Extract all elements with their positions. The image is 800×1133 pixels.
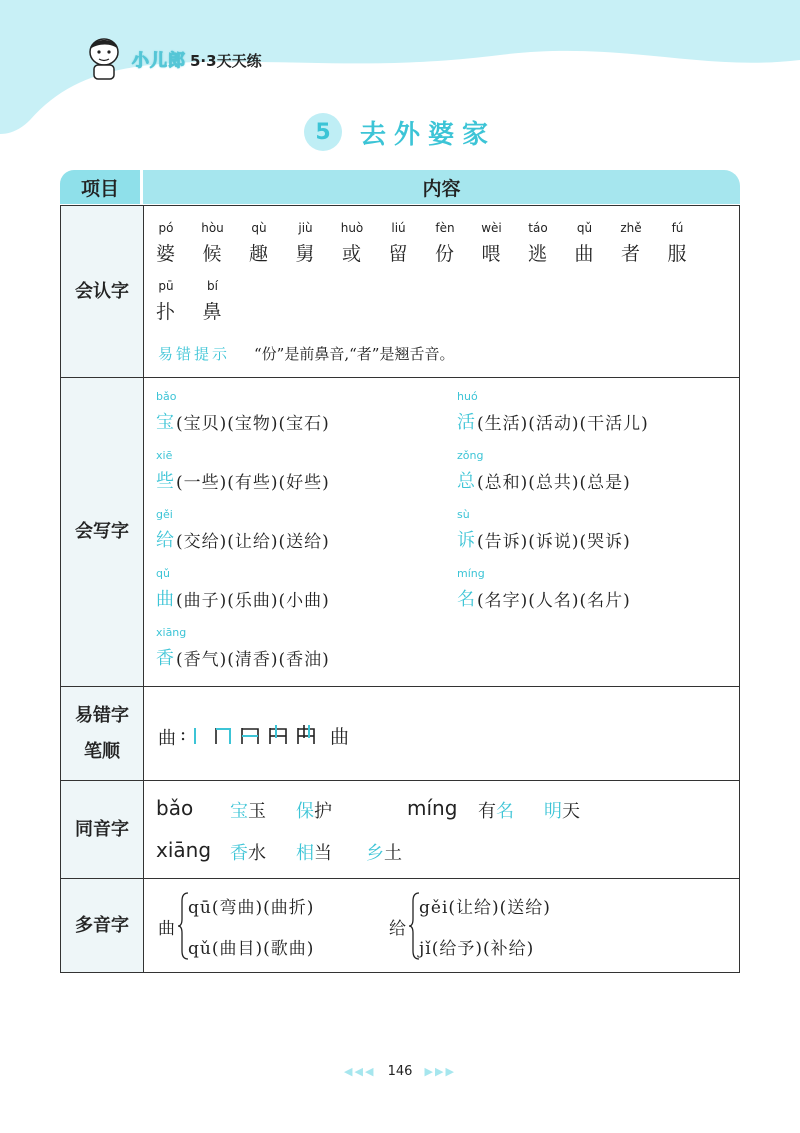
lesson-title-row bbox=[0, 110, 800, 154]
homophone-word: 明天 bbox=[544, 801, 580, 822]
hanzi: 留 bbox=[388, 243, 408, 265]
polyphone-char-gei: 给 bbox=[389, 919, 406, 939]
pinyin: huó bbox=[457, 390, 478, 403]
row-label-line1: 易错字 bbox=[75, 704, 129, 726]
hanzi: 鼻 bbox=[202, 301, 222, 323]
row-stroke-order bbox=[60, 686, 740, 781]
homophone-word: 保护 bbox=[296, 801, 332, 822]
lesson-title: 去外婆家 bbox=[359, 119, 496, 150]
pinyin: bǎo bbox=[156, 390, 177, 403]
word-examples: (香气)(清香)(香油) bbox=[176, 650, 330, 670]
boy-mascot-icon bbox=[84, 35, 124, 81]
write-char: 曲 bbox=[156, 589, 174, 610]
hanzi: 或 bbox=[342, 243, 362, 265]
row-recognize bbox=[60, 205, 740, 378]
row-label-line2: 笔顺 bbox=[84, 740, 120, 762]
row-homophone bbox=[60, 780, 740, 879]
series-name: 5·3天天练 bbox=[190, 51, 262, 70]
pinyin: xiāng bbox=[156, 626, 187, 639]
hanzi: 舅 bbox=[295, 243, 315, 265]
stroke-colon: : bbox=[180, 724, 187, 745]
stroke-char: 曲 bbox=[158, 728, 176, 749]
word-examples: (交给)(让给)(送给) bbox=[176, 532, 330, 552]
stroke-sequence-icon bbox=[190, 724, 350, 748]
pinyin: pū bbox=[158, 279, 174, 293]
pinyin: hòu bbox=[201, 221, 224, 235]
pinyin: liú bbox=[391, 221, 406, 235]
pinyin: zhě bbox=[620, 221, 642, 235]
hanzi: 逃 bbox=[528, 243, 548, 265]
write-char: 活 bbox=[457, 412, 475, 433]
brand-logo bbox=[84, 34, 262, 82]
hanzi: 喂 bbox=[481, 243, 501, 265]
homophone-word: 相当 bbox=[296, 843, 332, 864]
pinyin: míng bbox=[457, 567, 485, 580]
pinyin: gěi bbox=[156, 508, 173, 521]
tip-text: “份”是前鼻音,“者”是翘舌音。 bbox=[254, 345, 455, 363]
page-number: 146 bbox=[387, 1064, 413, 1079]
write-char: 诉 bbox=[457, 530, 475, 551]
pinyin: fú bbox=[671, 221, 684, 235]
write-char: 宝 bbox=[156, 412, 174, 433]
polyphone-reading: qǔ(曲目)(歌曲) bbox=[188, 939, 315, 959]
polyphone-reading: jǐ(给予)(补给) bbox=[419, 939, 535, 959]
tip-label: 易错提示 bbox=[158, 345, 231, 363]
homophone-word: 宝玉 bbox=[230, 801, 266, 822]
homophone-pinyin-xiang: xiāng bbox=[156, 838, 212, 862]
column-header-item: 项目 bbox=[60, 170, 140, 204]
hanzi: 趣 bbox=[249, 243, 269, 265]
hanzi: 者 bbox=[621, 243, 641, 265]
word-examples: (曲子)(乐曲)(小曲) bbox=[176, 591, 330, 611]
write-char: 些 bbox=[156, 471, 174, 492]
page-footer bbox=[0, 1064, 800, 1079]
pinyin: qù bbox=[251, 221, 267, 235]
homophone-pinyin-bao: bǎo bbox=[156, 796, 194, 820]
write-char: 给 bbox=[156, 530, 174, 551]
word-examples: (一些)(有些)(好些) bbox=[176, 473, 330, 493]
word-examples: (生活)(活动)(干活儿) bbox=[477, 414, 649, 434]
homophone-pinyin-ming: míng bbox=[407, 796, 458, 820]
row-label: 会认字 bbox=[61, 206, 144, 377]
homophone-word: 香水 bbox=[230, 843, 266, 864]
pinyin: wèi bbox=[481, 221, 502, 235]
hanzi: 曲 bbox=[574, 243, 594, 265]
pinyin: sù bbox=[457, 508, 470, 521]
prev-arrows-icon: ◀◀◀ bbox=[344, 1065, 376, 1078]
row-label: 多音字 bbox=[61, 879, 144, 972]
word-examples: (告诉)(诉说)(哭诉) bbox=[477, 532, 631, 552]
pinyin: fèn bbox=[435, 221, 455, 235]
stroke-final-char: 曲 bbox=[330, 726, 350, 748]
homophone-word: 乡土 bbox=[366, 843, 402, 864]
row-polyphone bbox=[60, 878, 740, 973]
write-char: 香 bbox=[156, 648, 174, 669]
pinyin: táo bbox=[528, 221, 548, 235]
row-label: 会写字 bbox=[61, 378, 144, 686]
word-examples: (名字)(人名)(名片) bbox=[477, 591, 631, 611]
pinyin: qǔ bbox=[576, 221, 593, 235]
hanzi: 服 bbox=[667, 243, 687, 265]
pinyin: huò bbox=[340, 221, 364, 235]
pinyin: bí bbox=[207, 279, 218, 293]
write-char: 名 bbox=[457, 589, 475, 610]
hanzi: 婆 bbox=[156, 243, 176, 265]
polyphone-reading: gěi(让给)(送给) bbox=[419, 898, 551, 918]
pinyin: xiē bbox=[156, 449, 173, 462]
column-header-content: 内容 bbox=[143, 170, 740, 204]
row-label bbox=[61, 687, 144, 780]
polyphone-reading: qū(弯曲)(曲折) bbox=[188, 898, 315, 918]
pinyin: zǒng bbox=[457, 449, 484, 462]
lesson-number: 5 bbox=[304, 113, 342, 151]
brand-name: 小儿郎 bbox=[132, 50, 186, 71]
row-label: 同音字 bbox=[61, 781, 144, 878]
hanzi: 份 bbox=[435, 243, 455, 265]
pinyin: qǔ bbox=[156, 567, 170, 580]
word-examples: (总和)(总共)(总是) bbox=[477, 473, 631, 493]
word-examples: (宝贝)(宝物)(宝石) bbox=[176, 414, 330, 434]
write-char: 总 bbox=[457, 471, 475, 492]
hanzi: 候 bbox=[202, 243, 222, 265]
homophone-word: 有名 bbox=[478, 801, 514, 822]
pinyin: jiù bbox=[298, 221, 313, 235]
row-write bbox=[60, 377, 740, 687]
hanzi: 扑 bbox=[156, 301, 176, 323]
polyphone-char-qu: 曲 bbox=[158, 919, 175, 939]
pinyin: pó bbox=[158, 221, 174, 235]
next-arrows-icon: ▶▶▶ bbox=[424, 1065, 456, 1078]
